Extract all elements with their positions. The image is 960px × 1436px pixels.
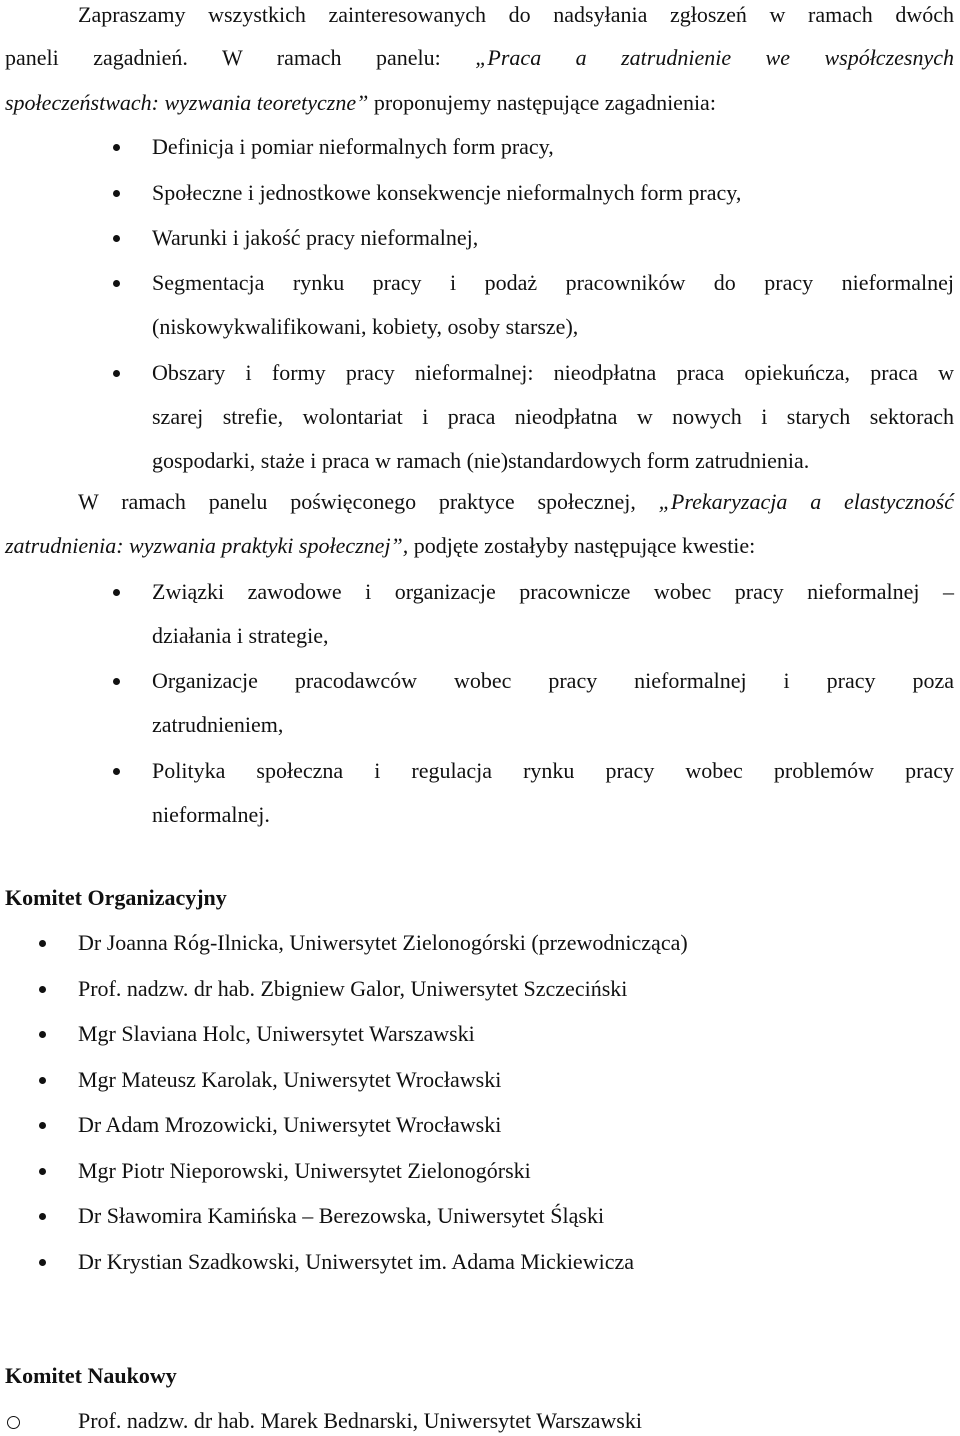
bullet-icon xyxy=(113,768,120,775)
bullet-icon xyxy=(39,1031,46,1038)
bullet-icon xyxy=(39,940,46,947)
bullet-icon xyxy=(39,1259,46,1266)
intro-line-3 xyxy=(5,90,716,116)
panel2-intro-line-1 xyxy=(78,489,954,515)
panel2-topic-item: Związki zawodowe i organizacje pracownicze wobec pracy nieformalnej – xyxy=(152,579,954,604)
bullet-icon xyxy=(113,589,120,596)
panel2-title-part2: zatrudnienia: wyzwania praktyki społecznej”, xyxy=(5,533,409,558)
panel1-topic-item: Obszary i formy pracy nieformalnej: nieodpłatna praca opiekuńcza, praca w xyxy=(152,360,954,385)
panel1-title-part2: społeczeństwach: wyzwania teoretyczne” xyxy=(5,90,369,115)
panel2-intro-text: W ramach panelu poświęconego praktyce społecznej, xyxy=(78,489,659,514)
bullet-icon xyxy=(113,370,120,377)
bullet-icon xyxy=(39,1168,46,1175)
committee-member: Dr Joanna Róg-Ilnicka, Uniwersytet Zielonogórski (przewodnicząca) xyxy=(78,930,688,955)
bullet-icon xyxy=(113,144,120,151)
bullet-icon xyxy=(113,678,120,685)
bullet-icon xyxy=(113,235,120,242)
panel2-topic-item: nieformalnej. xyxy=(152,802,270,827)
panel1-topic-item: Warunki i jakość pracy nieformalnej, xyxy=(152,225,479,250)
committee-member: Dr Krystian Szadkowski, Uniwersytet im. Adama Mickiewicza xyxy=(78,1248,634,1274)
intro-line-2-text: paneli zagadnień. W ramach panelu: xyxy=(5,45,476,70)
committee-member: Prof. nadzw. dr hab. Zbigniew Galor, Uniwersytet Szczeciński xyxy=(78,975,628,1001)
bullet-icon xyxy=(113,190,120,197)
panel1-topic-item: Społeczne i jednostkowe konsekwencje nieformalnych form pracy, xyxy=(152,180,742,205)
panel1-topic-item: gospodarki, staże i praca w ramach (nie)standardowych form zatrudnienia. xyxy=(152,448,810,473)
committee-member: Mgr Slaviana Holc, Uniwersytet Warszawski xyxy=(78,1021,475,1046)
bullet-icon xyxy=(39,986,46,993)
bullet-icon xyxy=(39,1077,46,1084)
committee-member: Mgr Mateusz Karolak, Uniwersytet Wrocławski xyxy=(78,1066,502,1092)
bullet-icon xyxy=(39,1122,46,1129)
intro-line-1: Zapraszamy wszystkich zainteresowanych do nadsyłania zgłoszeń w ramach dwóch xyxy=(78,2,954,27)
panel2-intro-line-2 xyxy=(5,533,755,559)
circle-bullet-icon xyxy=(7,1416,20,1429)
panel2-title-part1: „Prekaryzacja a elastyczność xyxy=(658,489,954,514)
intro-line-3-text: proponujemy następujące zagadnienia: xyxy=(368,90,716,115)
panel1-topic-item: (niskowykwalifikowani, kobiety, osoby starsze), xyxy=(152,314,579,339)
committee-member: Dr Sławomira Kamińska – Berezowska, Uniwersytet Śląski xyxy=(78,1203,605,1228)
scientific-committee-heading: Komitet Naukowy xyxy=(5,1363,177,1388)
panel2-topic-item: zatrudnieniem, xyxy=(152,712,284,737)
committee-member: Dr Adam Mrozowicki, Uniwersytet Wrocławski xyxy=(78,1112,502,1137)
panel2-topic-item: Polityka społeczna i regulacja rynku pracy wobec problemów pracy xyxy=(152,758,954,783)
panel1-topic-item: Definicja i pomiar nieformalnych form pracy, xyxy=(152,134,554,159)
panel2-intro-text-2: podjęte zostałyby następujące kwestie: xyxy=(408,533,756,558)
committee-member: Mgr Piotr Nieporowski, Uniwersytet Zielonogórski xyxy=(78,1157,531,1183)
panel2-topic-item: działania i strategie, xyxy=(152,623,329,648)
panel1-topic-item: Segmentacja rynku pracy i podaż pracowników do pracy nieformalnej xyxy=(152,270,954,295)
bullet-icon xyxy=(113,280,120,287)
organizing-committee-heading: Komitet Organizacyjny xyxy=(5,885,227,910)
intro-line-2 xyxy=(5,45,954,71)
bullet-icon xyxy=(39,1213,46,1220)
panel1-title-part1: „Praca a zatrudnienie we współczesnych xyxy=(475,45,954,70)
committee-member: Prof. nadzw. dr hab. Marek Bednarski, Uniwersytet Warszawski xyxy=(78,1408,642,1433)
panel2-topic-item: Organizacje pracodawców wobec pracy nieformalnej i pracy poza xyxy=(152,668,954,693)
panel1-topic-item: szarej strefie, wolontariat i praca nieodpłatna w nowych i starych sektorach xyxy=(152,404,954,429)
